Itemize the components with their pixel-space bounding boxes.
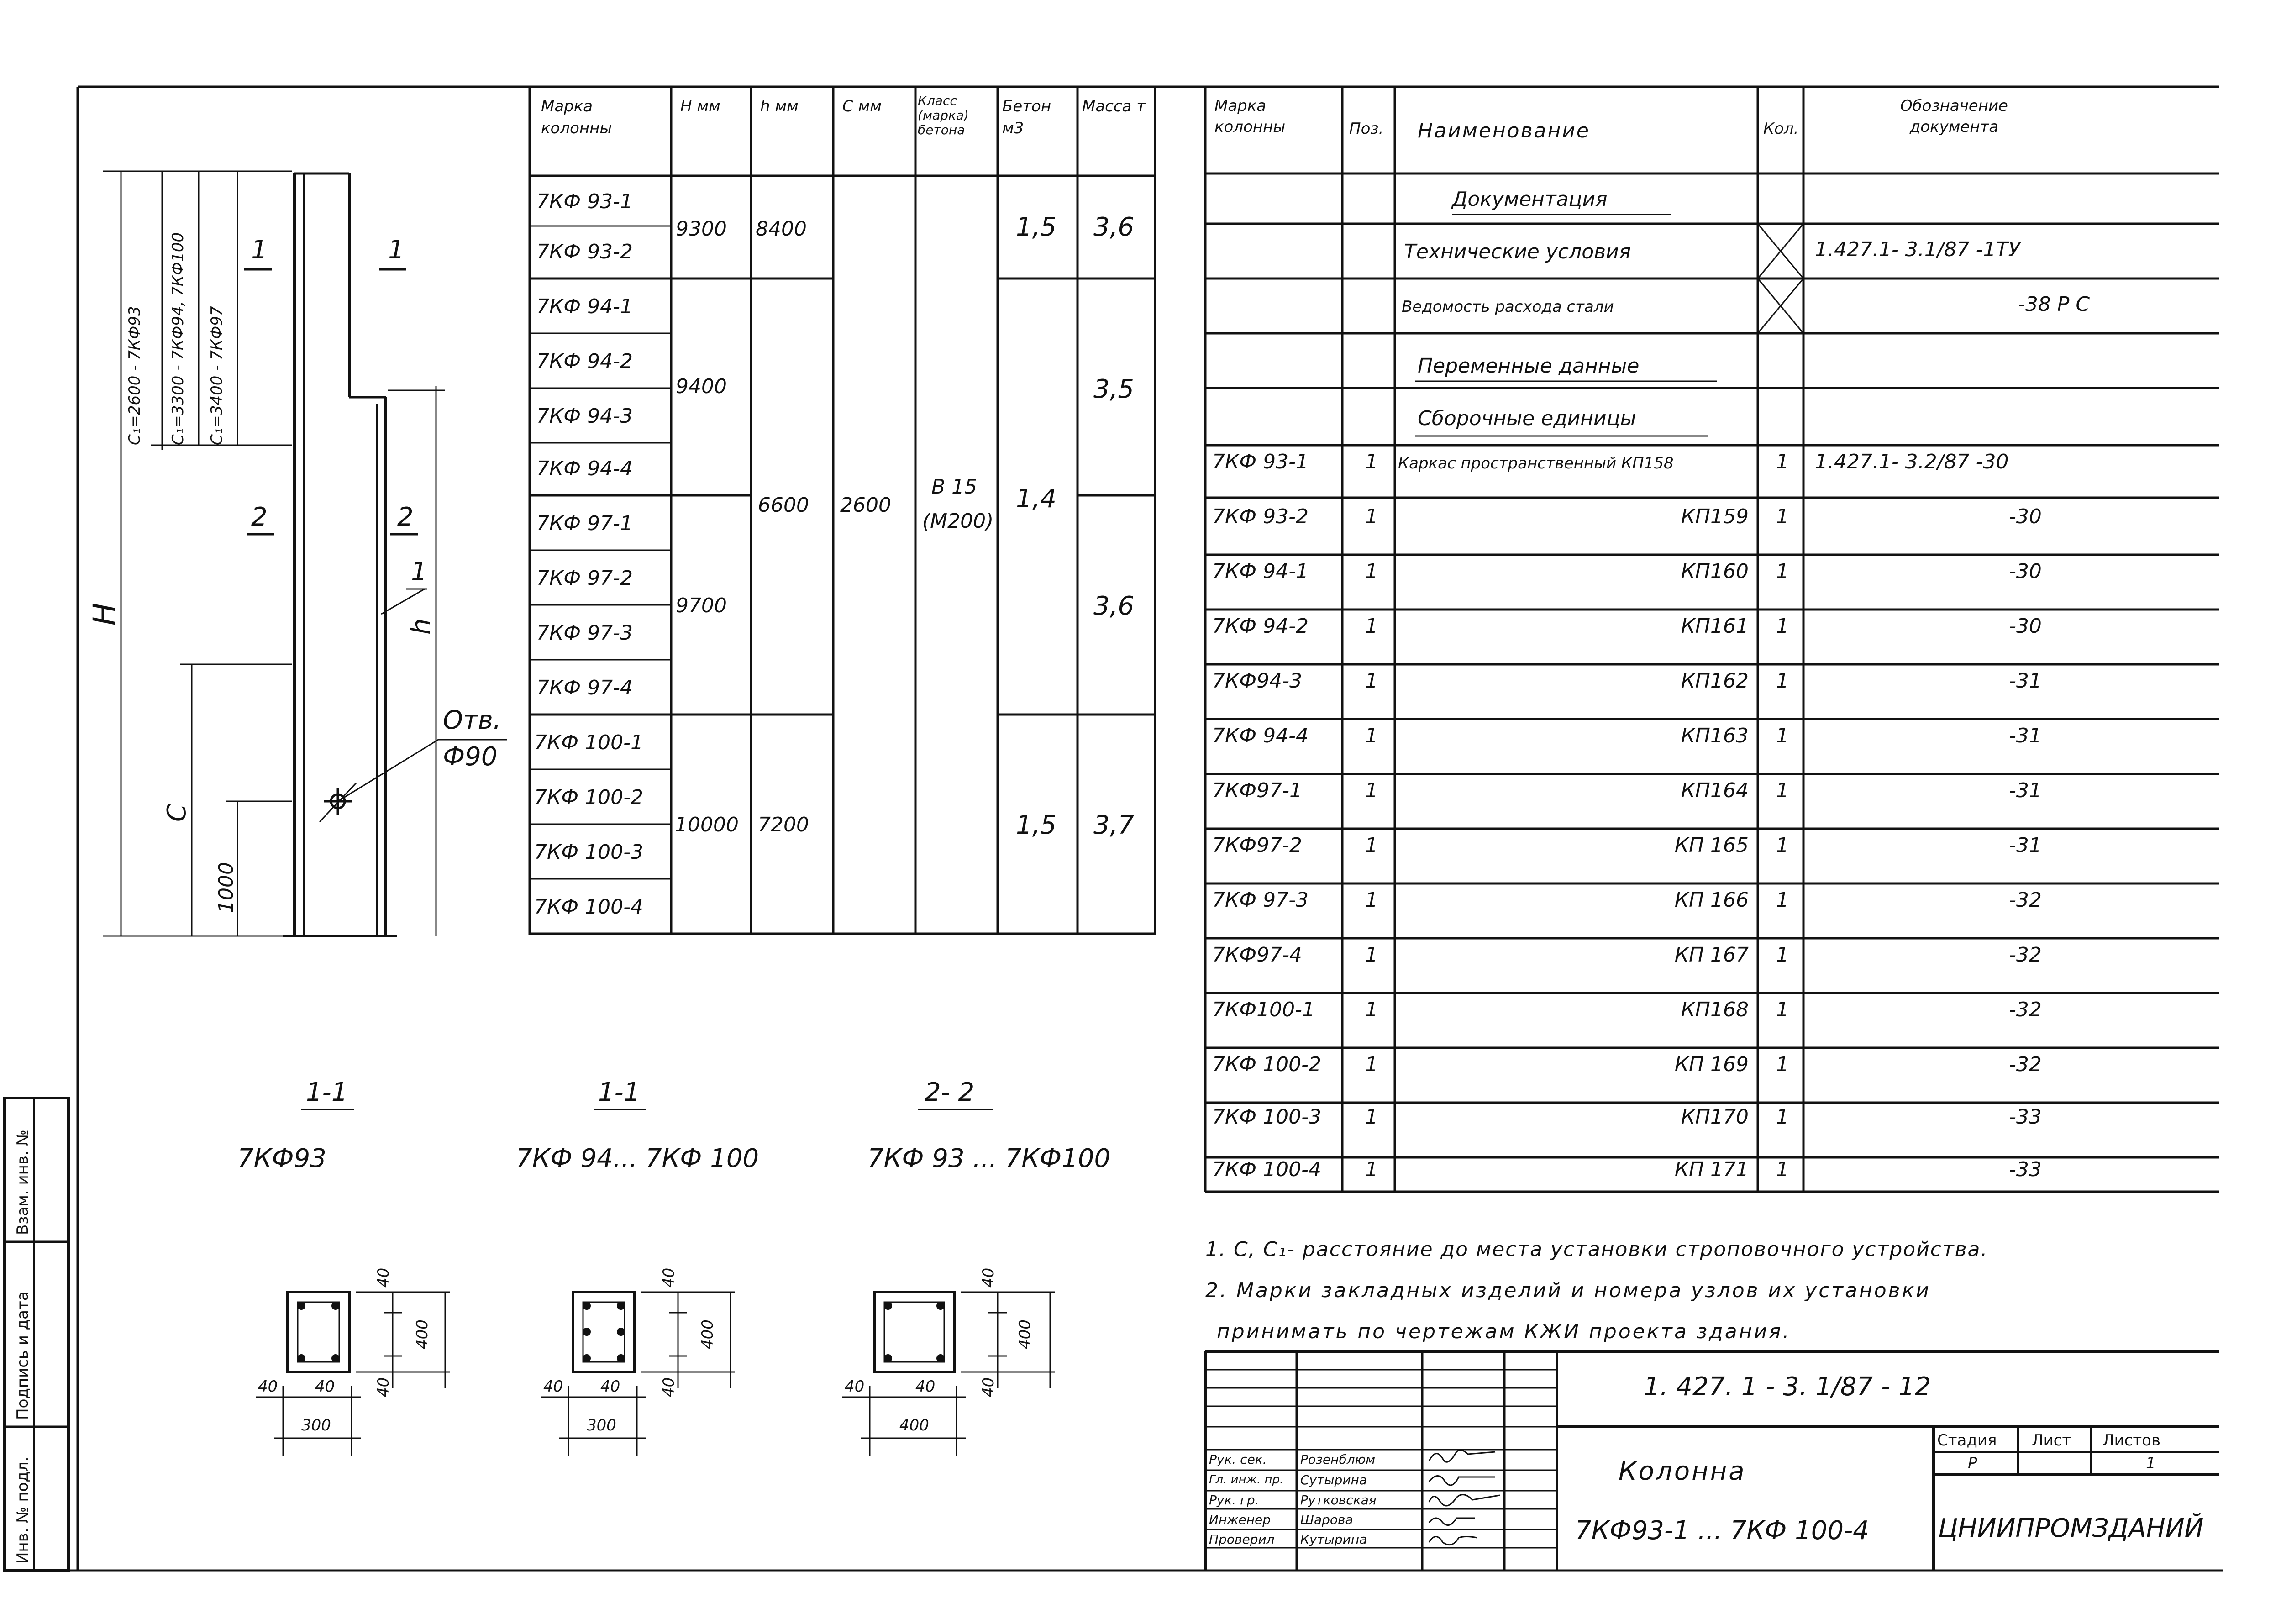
spec-row-pos: 1 (1365, 1158, 1378, 1181)
title-sheets: 1 (2146, 1454, 2156, 1472)
spec-row-doc: -31 (2009, 834, 2042, 857)
spec-row-name: КП161 (1681, 615, 1749, 638)
col-H-9400: 9400 (676, 375, 727, 398)
section-a-sub: 7КФ93 (237, 1144, 326, 1173)
title-name-2: 7КФ93-1 ... 7КФ 100-4 (1575, 1516, 1869, 1545)
spec-header-mark: Марка колонны (1214, 97, 1286, 136)
dim-c1-label-3: C₁=3400 - 7КФ97 (208, 306, 226, 445)
section-a-cover-right: 40 (315, 1377, 335, 1396)
spec-row-name: КП162 (1681, 669, 1749, 693)
spec-row-doc: -32 (2009, 888, 2042, 912)
spec-row-name: КП 171 (1674, 1158, 1749, 1181)
spec-row-mark: 7КФ97-1 (1212, 779, 1302, 802)
col-header-mass: Масса т (1082, 97, 1146, 116)
section-c-cover-bot: 40 (979, 1377, 998, 1397)
dim-c1-label-2: C₁=3300 - 7КФ94, 7КФ100 (169, 232, 187, 445)
spec-row-mark: 7КФ97-2 (1212, 834, 1302, 857)
stamp-inv-podl: Инв. № подл. (14, 1456, 32, 1564)
col-mark-11: 7КФ 100-2 (534, 786, 643, 809)
section-b-cover-top: 40 (660, 1267, 678, 1288)
tb-role-3: Инженер (1209, 1512, 1271, 1527)
spec-row-qty: 1 (1776, 998, 1789, 1021)
col-header-class: Класс (марка) бетона (918, 93, 969, 138)
spec-row-name: КП 165 (1674, 834, 1749, 857)
section-b-width: 300 (587, 1416, 616, 1435)
section-mark-1-left: 1 (251, 235, 268, 265)
spec-row-qty: 1 (1776, 1105, 1789, 1129)
col-mark-3: 7КФ 94-2 (536, 350, 633, 373)
tb-name-2: Рутковская (1300, 1493, 1377, 1508)
col-mass-0: 3,6 (1093, 212, 1135, 242)
spec-row-qty: 1 (1776, 943, 1789, 967)
spec-row-doc: 1.427.1- 3.2/87 -30 (1815, 450, 2009, 473)
spec-row-mark: 7КФ 100-4 (1212, 1158, 1321, 1181)
col-mark-1: 7КФ 93-2 (536, 240, 633, 263)
spec-variable-data: Переменные данные (1418, 354, 1640, 378)
col-header-c: C мм (842, 97, 882, 116)
title-stage: Р (1968, 1454, 1977, 1472)
section-b-cover-right: 40 (600, 1377, 620, 1396)
section-c-cover-right: 40 (915, 1377, 936, 1396)
spec-row-name: КП159 (1681, 505, 1749, 528)
spec-row-mark: 7КФ 100-3 (1212, 1105, 1321, 1129)
col-h-6600: 6600 (758, 494, 809, 517)
col-mass-1: 3,5 (1093, 374, 1135, 404)
col-header-H: H мм (680, 97, 720, 116)
spec-row-pos: 1 (1365, 888, 1378, 912)
dim-c-label: C (162, 804, 192, 822)
spec-header-doc: Обозначение документа (1900, 97, 2008, 136)
col-header-mark: Марка колонны (541, 97, 612, 137)
dim-1000-label: 1000 (215, 862, 238, 913)
section-mark-2-right: 2 (397, 502, 414, 532)
col-header-concrete: Бетон м3 (1002, 97, 1051, 137)
tb-role-4: Проверил (1209, 1532, 1275, 1547)
spec-row-qty: 1 (1776, 669, 1789, 693)
spec-row-doc: -32 (2009, 998, 2042, 1021)
spec-row-name: КП 166 (1674, 888, 1749, 912)
dim-h-label: H (87, 603, 122, 625)
note-2a: 2. Марки закладных изделий и номера узлов их установки (1205, 1279, 1931, 1302)
spec-row-doc: -33 (2009, 1105, 2042, 1129)
title-sheets-header: Листов (2102, 1431, 2161, 1450)
spec-row-name: КП163 (1681, 724, 1749, 747)
section-c-sub: 7КФ 93 ... 7КФ100 (867, 1144, 1111, 1173)
col-H-9300: 9300 (676, 217, 727, 241)
section-b-sub: 7КФ 94... 7КФ 100 (516, 1144, 759, 1173)
spec-row-pos: 1 (1365, 834, 1378, 857)
spec-row-name: КП170 (1681, 1105, 1749, 1129)
tb-role-0: Рук. сек. (1209, 1452, 1267, 1467)
section-c-cover-left: 40 (845, 1377, 865, 1396)
spec-row-mark: 7КФ 94-1 (1212, 560, 1309, 583)
note-1: 1. С, С₁- расстояние до места установки строповочного устройства. (1205, 1238, 1988, 1261)
section-b-side: 400 (699, 1319, 717, 1349)
spec-row-doc: -33 (2009, 1158, 2042, 1181)
spec-row-name: КП 167 (1674, 943, 1749, 967)
col-mass-2: 3,6 (1093, 591, 1135, 621)
section-b-title: 1-1 (598, 1077, 640, 1107)
spec-row-doc: -31 (2009, 669, 2042, 693)
tb-role-1: Гл. инж. пр. (1209, 1473, 1284, 1487)
spec-header-pos: Поз. (1349, 120, 1384, 138)
col-mark-0: 7КФ 93-1 (536, 190, 633, 213)
spec-row-pos: 1 (1365, 998, 1378, 1021)
spec-row-qty: 1 (1776, 450, 1789, 473)
spec-row-doc: -30 (2009, 560, 2042, 583)
dim-c1-label-1: C₁=2600 - 7КФ93 (126, 306, 144, 445)
section-mark-2-left: 2 (251, 502, 268, 532)
note-2b: принимать по чертежам КЖИ проекта здания. (1217, 1320, 1791, 1343)
section-b-cover-bot: 40 (660, 1377, 678, 1397)
spec-row-mark: 7КФ 100-2 (1212, 1053, 1321, 1076)
section-mark-1-right: 1 (388, 235, 405, 265)
spec-row-qty: 1 (1776, 779, 1789, 802)
spec-row-mark: 7КФ100-1 (1212, 998, 1315, 1021)
spec-row-mark: 7КФ97-4 (1212, 943, 1302, 967)
col-class-mark: (М200) (922, 510, 994, 533)
spec-row-pos: 1 (1365, 1105, 1378, 1129)
spec-row-name: КП 169 (1674, 1053, 1749, 1076)
spec-row-qty: 1 (1776, 834, 1789, 857)
col-mark-9: 7КФ 97-4 (536, 676, 633, 699)
spec-row-qty: 1 (1776, 888, 1789, 912)
spec-row-qty: 1 (1776, 505, 1789, 528)
spec-row-pos: 1 (1365, 505, 1378, 528)
col-mark-2: 7КФ 94-1 (536, 295, 633, 318)
title-code: 1. 427. 1 - 3. 1/87 - 12 (1644, 1372, 1931, 1402)
section-a-title: 1-1 (306, 1077, 348, 1107)
spec-header-name: Наименование (1418, 119, 1590, 142)
section-c-width: 400 (899, 1416, 929, 1435)
col-mark-6: 7КФ 97-1 (536, 512, 633, 535)
spec-row-doc: -32 (2009, 943, 2042, 967)
spec-row-mark: 7КФ 93-1 (1212, 450, 1309, 473)
spec-row-name: Каркас пространственный КП158 (1398, 454, 1674, 473)
tb-name-1: Сутырина (1300, 1472, 1367, 1487)
col-mark-5: 7КФ 94-4 (536, 457, 633, 480)
hole-diameter: Ф90 (443, 742, 498, 772)
section-c-title: 2- 2 (925, 1077, 975, 1107)
col-mark-8: 7КФ 97-3 (536, 621, 633, 645)
spec-header-qty: Кол. (1763, 120, 1799, 138)
col-mark-12: 7КФ 100-3 (534, 841, 643, 864)
section-c-cover-top: 40 (979, 1267, 998, 1288)
col-H-9700: 9700 (676, 594, 727, 617)
title-stage-header: Стадия (1937, 1431, 1997, 1450)
stamp-podpis-data: Подпись и дата (14, 1291, 32, 1420)
spec-row-doc: -32 (2009, 1053, 2042, 1076)
spec-tech-conditions-doc: 1.427.1- 3.1/87 -1ТУ (1815, 238, 2021, 261)
col-mark-4: 7КФ 94-3 (536, 405, 633, 428)
spec-row-name: КП164 (1681, 779, 1749, 802)
spec-row-mark: 7КФ 93-2 (1212, 505, 1309, 528)
spec-row-pos: 1 (1365, 724, 1378, 747)
tb-role-2: Рук. гр. (1209, 1493, 1259, 1508)
spec-steel-sheet-doc: -38 Р С (2018, 293, 2090, 316)
spec-row-doc: -30 (2009, 505, 2042, 528)
spec-row-doc: -30 (2009, 615, 2042, 638)
col-c-2600: 2600 (840, 494, 891, 517)
col-header-h: h мм (760, 97, 799, 116)
col-class: В 15 (931, 475, 978, 499)
spec-row-name: КП160 (1681, 560, 1749, 583)
spec-row-pos: 1 (1365, 1053, 1378, 1076)
col-mark-7: 7КФ 97-2 (536, 567, 633, 590)
section-a-side: 400 (413, 1319, 431, 1349)
col-mark-13: 7КФ 100-4 (534, 895, 643, 919)
tb-name-4: Кутырина (1300, 1532, 1367, 1547)
section-a-cover-left: 40 (258, 1377, 278, 1396)
section-a-cover-bot: 40 (374, 1377, 393, 1397)
col-h-8400: 8400 (756, 217, 807, 241)
spec-steel-sheet: Ведомость расхода стали (1402, 298, 1614, 316)
title-name-1: Колонна (1619, 1456, 1746, 1486)
spec-row-qty: 1 (1776, 615, 1789, 638)
title-sheet-header: Лист (2032, 1431, 2071, 1450)
tb-name-0: Розенблюм (1300, 1452, 1376, 1467)
hole-label: Отв. (443, 705, 501, 735)
spec-row-mark: 7КФ 94-2 (1212, 615, 1309, 638)
spec-row-pos: 1 (1365, 669, 1378, 693)
spec-tech-conditions: Технические условия (1404, 240, 1631, 263)
tb-name-3: Шарова (1300, 1512, 1353, 1527)
spec-row-qty: 1 (1776, 1158, 1789, 1181)
col-H-10000: 10000 (675, 813, 739, 836)
position-1-label: 1 (411, 557, 427, 587)
col-mass-3: 3,7 (1093, 810, 1135, 840)
spec-row-qty: 1 (1776, 724, 1789, 747)
dim-small-h-label: h (406, 618, 436, 635)
section-c-side: 400 (1016, 1319, 1034, 1349)
spec-row-mark: 7КФ 97-3 (1212, 888, 1309, 912)
title-org: ЦНИИПРОМЗДАНИЙ (1938, 1514, 2204, 1543)
col-concrete-0: 1,5 (1016, 212, 1057, 242)
spec-row-qty: 1 (1776, 1053, 1789, 1076)
stamp-vzam-inv: Взам. инв. № (14, 1130, 32, 1235)
spec-row-pos: 1 (1365, 450, 1378, 473)
spec-row-qty: 1 (1776, 560, 1789, 583)
spec-row-pos: 1 (1365, 943, 1378, 967)
section-a-cover-top: 40 (374, 1267, 393, 1288)
col-concrete-1: 1,4 (1016, 484, 1057, 514)
spec-assembly-units: Сборочные единицы (1418, 407, 1636, 430)
col-mark-10: 7КФ 100-1 (534, 731, 643, 754)
spec-row-doc: -31 (2009, 779, 2042, 802)
spec-row-pos: 1 (1365, 560, 1378, 583)
col-concrete-2: 1,5 (1016, 810, 1057, 840)
spec-row-pos: 1 (1365, 615, 1378, 638)
spec-row-name: КП168 (1681, 998, 1749, 1021)
spec-row-doc: -31 (2009, 724, 2042, 747)
spec-row-mark: 7КФ94-3 (1212, 669, 1302, 693)
spec-row-mark: 7КФ 94-4 (1212, 724, 1309, 747)
section-b-cover-left: 40 (543, 1377, 563, 1396)
spec-documentation: Документация (1452, 188, 1608, 211)
col-h-7200: 7200 (758, 813, 809, 836)
section-a-width: 300 (301, 1416, 331, 1435)
spec-row-pos: 1 (1365, 779, 1378, 802)
